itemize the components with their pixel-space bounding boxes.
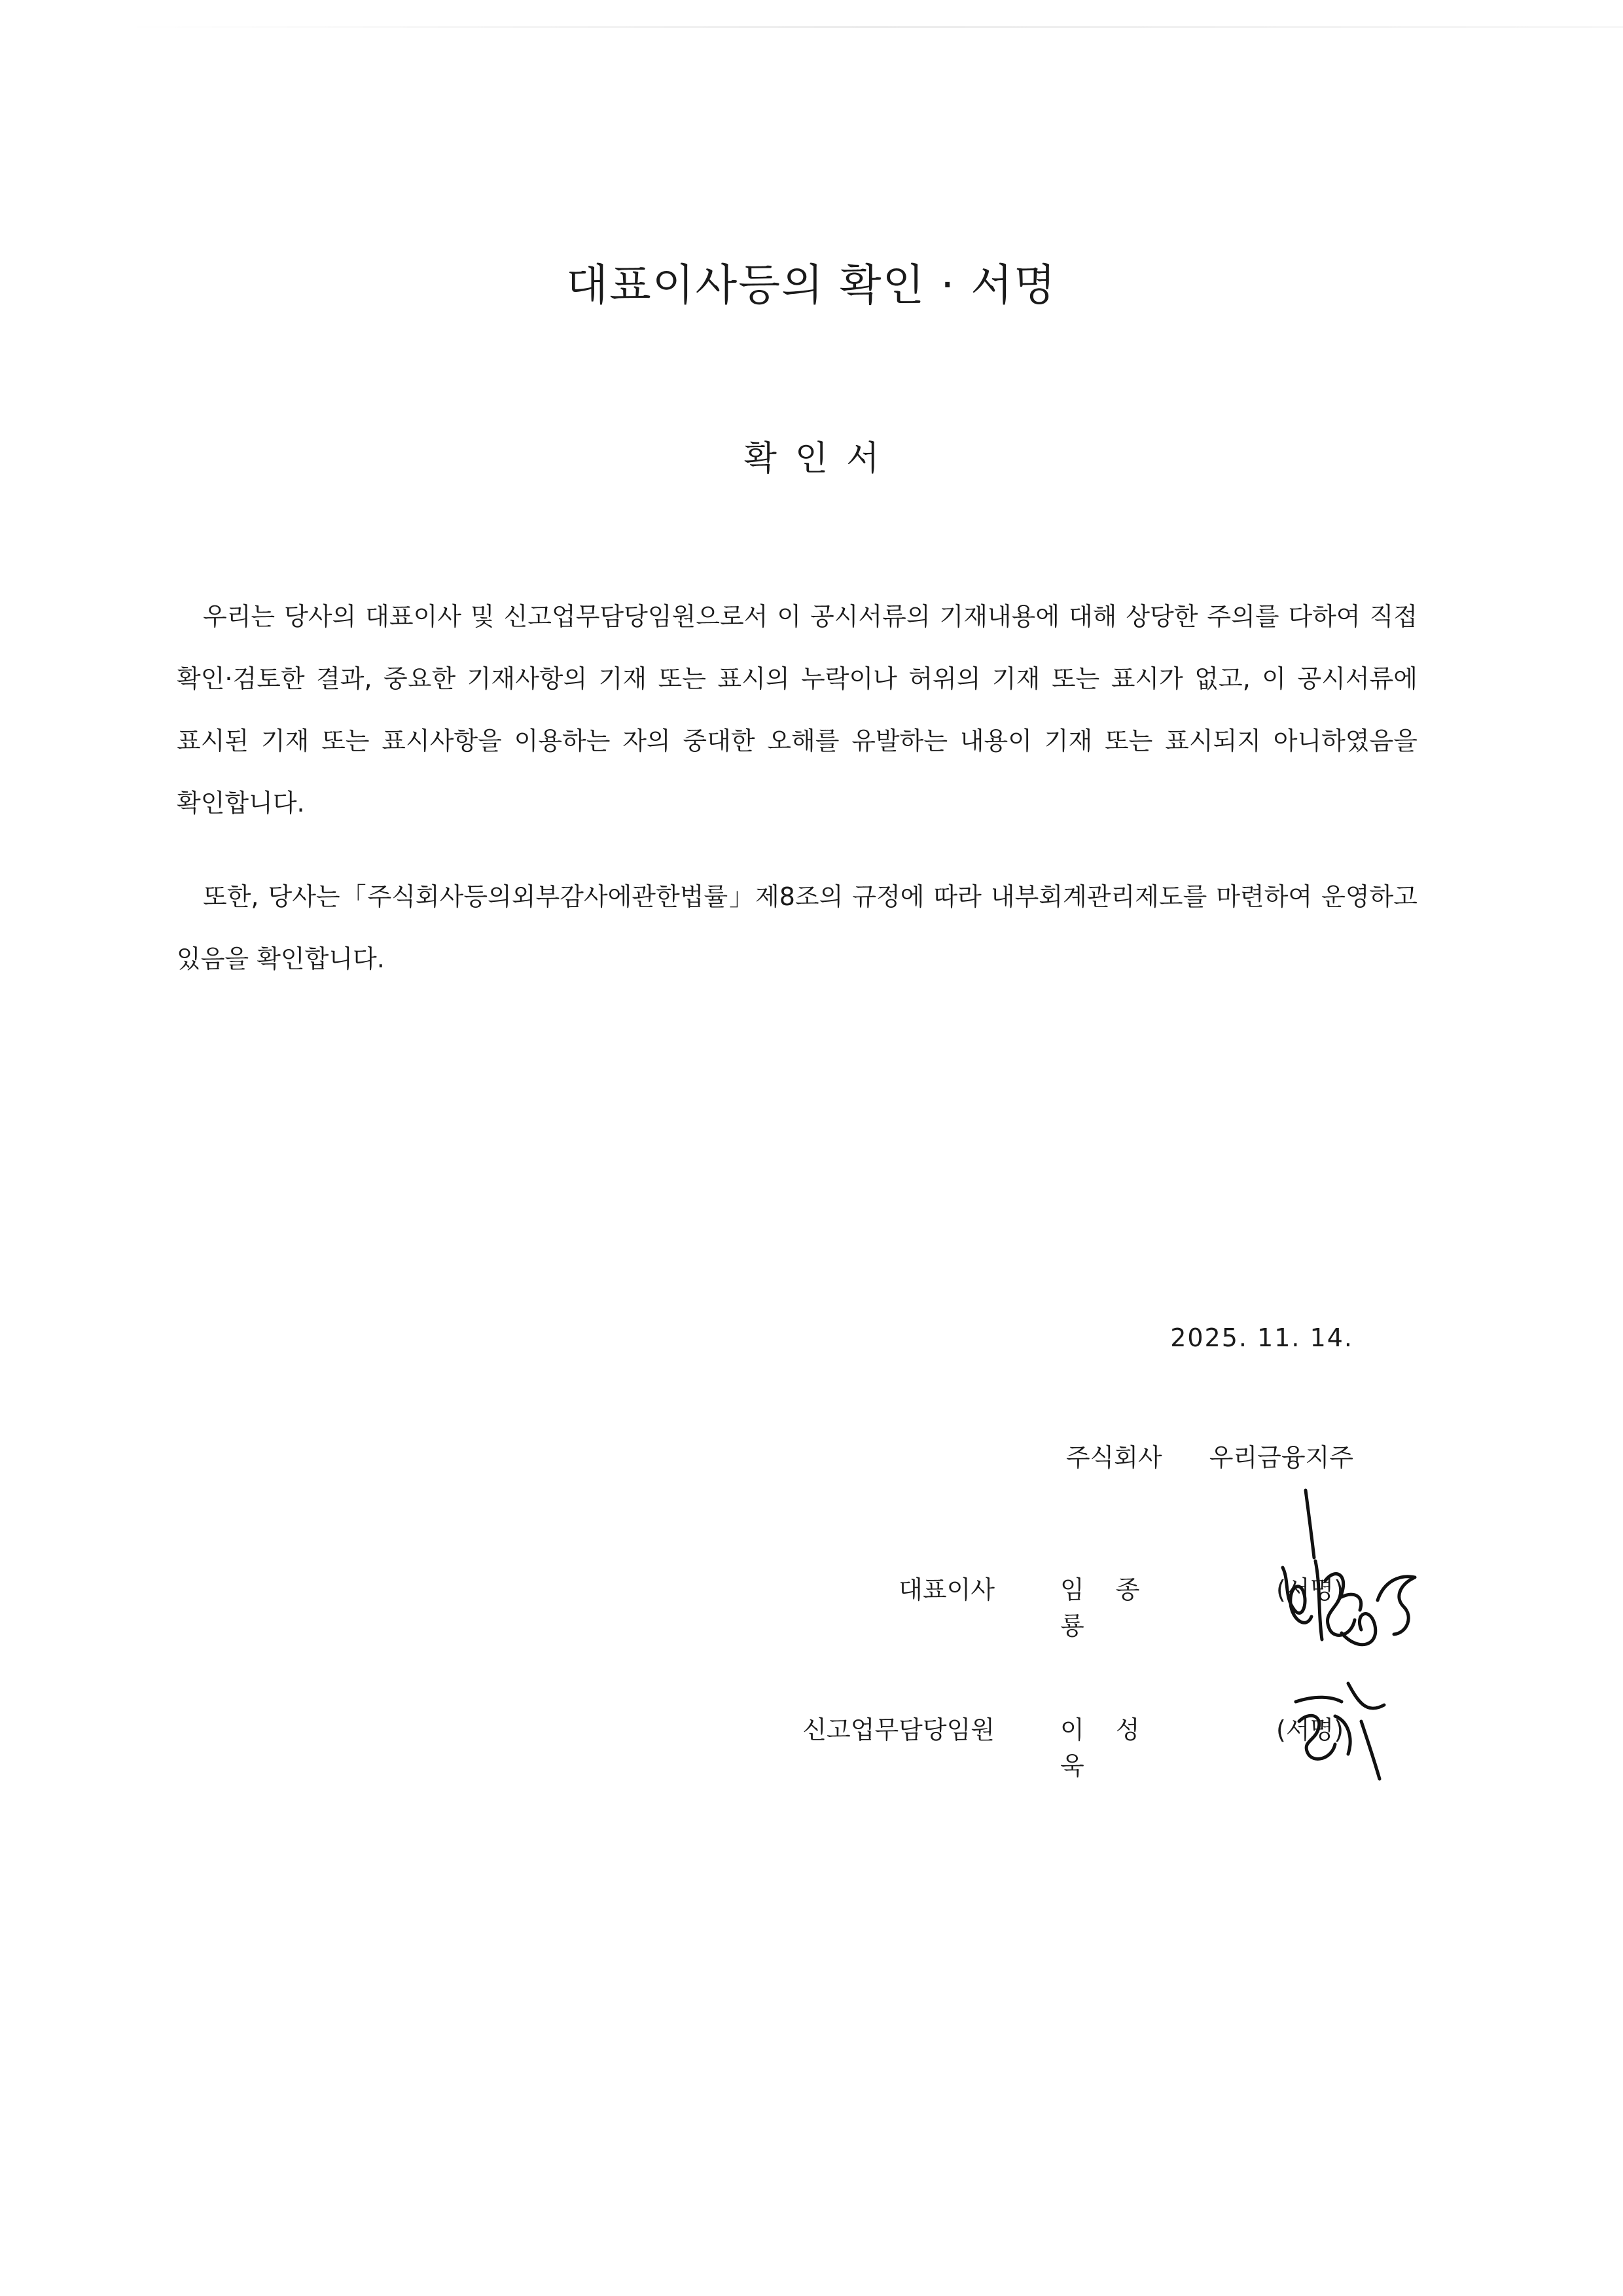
company-type: 주식회사: [1065, 1443, 1162, 1472]
signer-role: 신고업무담당임원: [802, 1715, 995, 1744]
company-name: 우리금융지주: [1209, 1443, 1353, 1472]
signer-row-ceo: [0, 1570, 1623, 1640]
signature-placeholder: (서명): [1276, 1575, 1344, 1604]
confirmation-paragraph-2: 또한, 당사는「주식회사등의외부감사에관한법률」제8조의 규정에 따라 내부회계관리제도를 마련하여 운영하고 있음을 확인합니다.: [177, 882, 1418, 973]
signature-placeholder: (서명): [1276, 1715, 1344, 1744]
company-line: [1066, 1437, 1353, 1473]
signer-name: 임 종 룡: [1060, 1575, 1152, 1640]
document-date: 2025. 11. 14.: [1170, 1323, 1353, 1352]
confirmation-paragraph-1: 우리는 당사의 대표이사 및 신고업무담당임원으로서 이 공시서류의 기재내용에 대해 상당한 주의를 다하여 직접 확인·검토한 결과, 중요한 기재사항의 기재 또는 표시의 누락이나 허위의 기재 또는 표시가 없고, 이 공시서류에 표시된 기재 또는 표시사항을 이용하는 자의 중대한 오해를 유발하는 내용이 기재 또는 표시되지 아니하였음을 확인합니다.: [177, 602, 1418, 817]
document-title: 대표이사등의 확인 · 서명: [566, 260, 1057, 310]
signer-role: 대표이사: [899, 1575, 995, 1604]
signer-name: 이 성 욱: [1060, 1715, 1152, 1780]
document-subtitle: 확인서: [743, 439, 898, 478]
scan-edge-line: [118, 26, 1623, 28]
signer-row-disclosure-officer: [0, 1710, 1623, 1780]
